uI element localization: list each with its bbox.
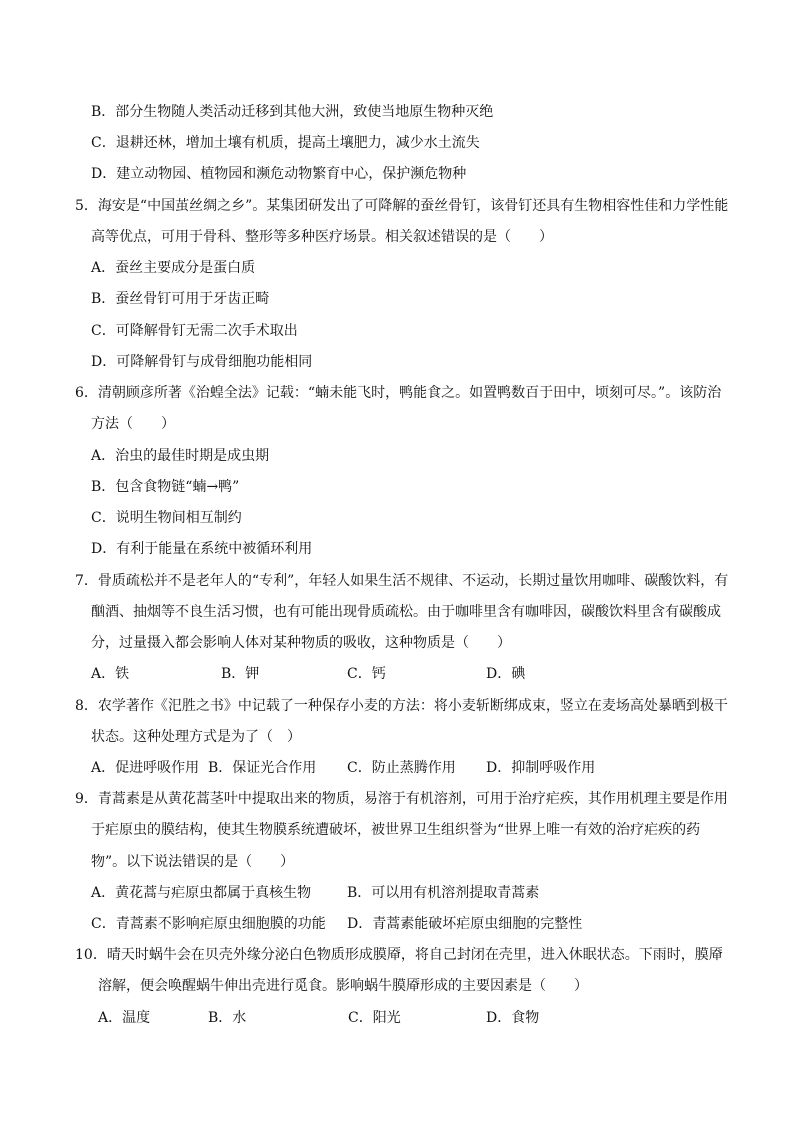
q8-option-a: A．促进呼吸作用 xyxy=(91,760,200,776)
q7-options-row xyxy=(91,664,691,684)
q5-option-d: D．可降解骨钉与成骨细胞功能相同 xyxy=(91,354,313,370)
q5-option-b: B．蚕丝骨钉可用于牙齿正畸 xyxy=(91,291,270,307)
q7-stem-line-3: 分，过量摄入都会影响人体对某种物质的吸收，这种物质是（ ） xyxy=(91,635,511,651)
q9-options-row-1 xyxy=(91,883,711,903)
q9-option-d: D．青蒿素能破坏疟原虫细胞的完整性 xyxy=(347,916,583,932)
q10-option-a: A．温度 xyxy=(98,1010,151,1026)
q10-options-row xyxy=(98,1008,698,1028)
q9-option-c: C．青蒿素不影响疟原虫细胞膜的功能 xyxy=(91,916,326,932)
q5-option-c: C．可降解骨钉无需二次手术取出 xyxy=(91,323,298,339)
q4-option-c: C．退耕还林，增加土壤有机质，提高土壤肥力，减少水土流失 xyxy=(91,135,480,151)
q10-option-c: C．阳光 xyxy=(348,1010,401,1026)
q5-option-a: A．蚕丝主要成分是蛋白质 xyxy=(91,260,256,276)
q7-option-a: A．铁 xyxy=(91,666,130,682)
q8-option-b: B．保证光合作用 xyxy=(208,760,317,776)
q9-options-row-2 xyxy=(91,914,711,934)
q8-options-row xyxy=(91,758,711,778)
q8-option-d: D．抑制呼吸作用 xyxy=(486,760,596,776)
q6-stem-line-1: 6．清朝顾彦所著《治蝗全法》记载：“蝻未能飞时，鸭能食之。如置鸭数百于田中，顷刻可尽。”。该防治 xyxy=(75,385,722,401)
q6-stem-line-2: 方法（ ） xyxy=(91,416,175,432)
q9-stem-line-1: 9．青蒿素是从黄花蒿茎叶中提取出来的物质，易溶于有机溶剂，可用于治疗疟疾，其作用机理主要是作用 xyxy=(75,791,728,807)
q8-option-c: C．防止蒸腾作用 xyxy=(347,760,456,776)
q8-stem-line-1: 8．农学著作《汜胜之书》中记载了一种保存小麦的方法：将小麦斩断绑成束，竖立在麦场高处暴晒到极干 xyxy=(75,698,728,714)
q10-option-d: D．食物 xyxy=(486,1010,540,1026)
q6-option-d: D．有利于能量在系统中被循环利用 xyxy=(91,541,313,557)
q10-stem-line-1: 10．晴天时蜗牛会在贝壳外缘分泌白色物质形成膜厣，将自己封闭在壳里，进入休眠状态。下雨时，膜厣 xyxy=(75,947,723,963)
q7-option-b: B．钾 xyxy=(221,666,260,682)
q5-stem-line-2: 高等优点，可用于骨科、整形等多种医疗场景。相关叙述错误的是（ ） xyxy=(91,229,553,245)
q7-option-c: C．钙 xyxy=(347,666,386,682)
q9-option-a: A．黄花蒿与疟原虫都属于真核生物 xyxy=(91,885,312,901)
q4-option-d: D．建立动物园、植物园和濒危动物繁育中心，保护濒危物种 xyxy=(91,166,467,182)
q10-option-b: B．水 xyxy=(208,1010,247,1026)
q9-stem-line-3: 物”。以下说法错误的是（ ） xyxy=(91,854,295,870)
q7-stem-line-2: 酗酒、抽烟等不良生活习惯，也有可能出现骨质疏松。由于咖啡里含有咖啡因，碳酸饮料里含有碳酸成 xyxy=(91,604,721,620)
q6-option-b: B．包含食物链“蝻→鸭” xyxy=(91,479,240,495)
q9-stem-line-2: 于疟原虫的膜结构，使其生物膜系统遭破坏，被世界卫生组织誉为“世界上唯一有效的治疗疟疾的药 xyxy=(91,822,701,838)
q7-stem-line-1: 7．骨质疏松并不是老年人的“专利”，年轻人如果生活不规律、不运动，长期过量饮用咖啡、碳酸饮料，有 xyxy=(75,573,729,589)
q7-option-d: D．碘 xyxy=(486,666,526,682)
q4-option-b: B．部分生物随人类活动迁移到其他大洲，致使当地原生物种灭绝 xyxy=(91,104,494,120)
q5-stem-line-1: 5．海安是“中国茧丝绸之乡”。某集团研发出了可降解的蚕丝骨钉，该骨钉还具有生物相容性佳和力学性能 xyxy=(75,198,729,214)
q6-option-c: C．说明生物间相互制约 xyxy=(91,510,242,526)
q8-stem-line-2: 状态。这种处理方式是为了（ ） xyxy=(91,729,301,745)
q10-stem-line-2: 溶解，便会唤醒蜗牛伸出壳进行觅食。影响蜗牛膜厣形成的主要因素是（ ） xyxy=(98,978,588,994)
q9-option-b: B．可以用有机溶剂提取青蒿素 xyxy=(347,885,540,901)
q6-option-a: A．治虫的最佳时期是成虫期 xyxy=(91,448,270,464)
